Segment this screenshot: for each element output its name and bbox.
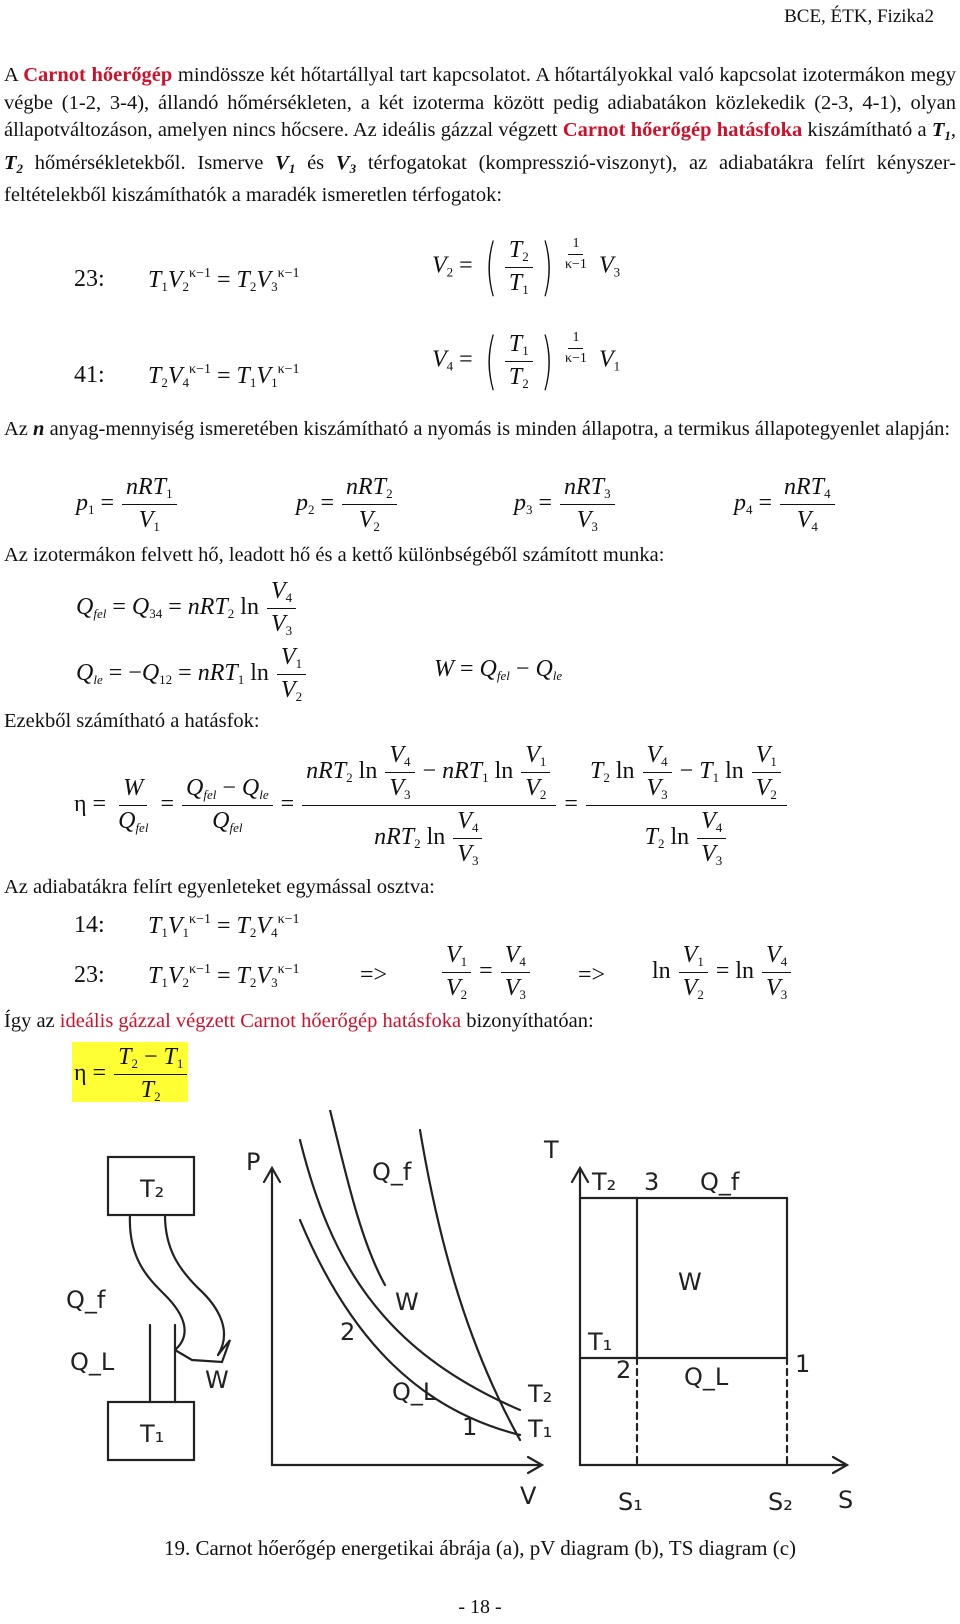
point-1-label-c: 1 [795,1350,811,1378]
adiabat-left [330,1110,385,1285]
equation-volume-ratio: $\frac{V_1}{V_2}$ = $\frac{V_4}{V_3}$ [440,942,532,1003]
work-label-c: W [678,1268,702,1296]
iso-cold-label: T₁ [528,1415,553,1443]
equation-p4: $p_4$ = $\frac{nRT_4}{V_4}$ [734,474,837,535]
conclusion-paragraph: Így az ideális gázzal végzett Carnot hőerőgép hatásfoka bizonyíthatóan: [4,1010,594,1032]
equation-q-in: $Q_{fel} = Q_{34} = nRT_2$ ln $\frac{V_4}{V_3}$ [76,578,298,639]
p-axis-label: P [246,1148,261,1176]
heat-flow-path [130,1215,230,1362]
point-1-label: 1 [462,1413,478,1441]
equation-p2: $p_2$ = $\frac{nRT_2}{V_2}$ [296,474,399,535]
s1-label: S₁ [618,1488,643,1516]
equation-log-ratio: ln $\frac{V_1}{V_2}$ = ln $\frac{V_4}{V_3}$ [652,942,793,1003]
equation-q-out: $Q_{le} = -Q_{12} = nRT_1$ ln $\frac{V_1}{V_2}$ [76,644,308,705]
ts-axes [580,1170,845,1465]
equation-work: $W = Q_{fel} - Q_{le}$ [434,656,563,683]
carnot-engine-term: Carnot hőerőgép [23,64,173,86]
point-2-label: 2 [340,1318,356,1346]
page-number: - 18 - [458,1596,502,1618]
work-label-b: W [395,1288,419,1316]
q-in-label-c: Q_f [700,1168,740,1196]
point-2-label-c: 2 [616,1356,632,1384]
efficiency-paragraph: Ezekből számítható a hatásfok: [4,710,260,732]
q-in-label: Q_f [66,1286,106,1314]
implies-arrow-2: => [578,962,606,988]
equation-41-label: 41: [74,362,105,388]
equation-14-label: 14: [74,912,105,938]
t1-label: T₁ [588,1328,613,1356]
equation-23b-adiabat: $T_1V_2^{\kappa-1} = T_2V_3^{\kappa-1}$ [148,962,300,990]
carnot-figures [0,1110,960,1530]
equation-efficiency-derivation: η = $\frac{W}{Q_{fel}}$ = $\frac{Q_{fel} - Q_{le}}{Q_{fel}}$ = nRT$_2$ ln $\frac{V_4}{V_3}$ − nRT$_1$ ln $\frac{V_1}{V_2}$ nRT$_2$ ln $\frac{V_4}{V_3}$ = $T_2$ ln $\frac{V_4}{V_3}$ − $T_1$ ln $\frac{V_1}{V_2}$ $T_2$ ln $\frac{V_4}{V_3}$ [74,742,789,869]
adiabat-division-paragraph: Az adiabatákra felírt egyenleteket egymással osztva: [4,876,435,898]
intro-paragraph: A Carnot hőerőgép mindössze két hőtartállyal tart kapcsolatot. A hőtartályokkal való kapcsolat izotermákon megy végbe (1-2, 3-4), állandó hőmérsékleten, a két izoterma között pedig adiabatákon közlekedik (2-3, 4-1), olyan állapotváltozáson, amelyen nincs hőcsere. Az ideális gázzal végzett Carnot hőerőgép hatásfoka kiszámítható a $T_1$, $T_2$ hőmérsékletekből. Ismerve $V_1$ és $V_3$ térfogatokat (kompresszió-viszonyt), az adiabatákra felírt kényszer-feltételekből kiszámíthatók a maradék ismeretlen térfogatok: [4,64,957,207]
equation-p1: $p_1$ = $\frac{nRT_1}{V_1}$ [76,474,179,535]
carnot-efficiency-term: Carnot hőerőgép hatásfoka [562,119,803,142]
implies-arrow-1: => [360,962,388,988]
iso-hot-label: T₂ [528,1380,553,1408]
v-axis-label: V [520,1482,537,1510]
point-3-label: 3 [644,1168,660,1196]
s2-label: S₂ [768,1488,793,1516]
s-axis-label: S [838,1486,854,1514]
equation-41-adiabat: $T_2V_4^{\kappa-1} = T_1V_1^{\kappa-1}$ [148,362,300,390]
heat-work-paragraph: Az izotermákon felvett hő, leadott hő és a kettő különbségéből számított munka: [4,544,665,566]
running-header: BCE, ÉTK, Fizika2 [784,6,934,27]
equation-v4: $V_4$ = ( $\frac{T_1}{T_2}$ ) $\frac{1}{\kappa-1}$ $V_1$ [432,324,621,397]
q-in-label-b: Q_f [372,1158,412,1186]
equation-v2: $V_2$ = ( $\frac{T_2}{T_1}$ ) $\frac{1}{\kappa-1}$ $V_3$ [432,230,621,303]
cold-reservoir-label: T₁ [140,1420,165,1448]
energy-diagram-a [66,1157,230,1460]
t2-label: T₂ [592,1168,617,1196]
q-out-label-b: Q_L [392,1378,437,1406]
pv-diagram-b [246,1110,552,1510]
equation-23-adiabat: $T_1V_2^{\kappa-1} = T_2V_3^{\kappa-1}$ [148,266,300,294]
equation-14-adiabat: $T_1V_1^{\kappa-1} = T_2V_4^{\kappa-1}$ [148,912,300,940]
carnot-cycle-rectangle [637,1198,787,1358]
equation-p3: $p_3$ = $\frac{nRT_3}{V_3}$ [514,474,617,535]
pv-axes [272,1170,540,1465]
equation-23b-label: 23: [74,962,105,988]
q-out-label: Q_L [70,1348,115,1376]
equation-carnot-efficiency: η = $\frac{T_2 - T_1}{T_2}$ [74,1044,189,1105]
ts-diagram-c [543,1136,853,1516]
q-out-label-c: Q_L [684,1363,729,1391]
waste-heat-path [150,1325,175,1402]
work-label-a: W [205,1366,229,1394]
equation-23-label: 23: [74,266,105,292]
figure-caption: 19. Carnot hőerőgép energetikai ábrája (a), pV diagram (b), TS diagram (c) [163,1536,797,1560]
state-equation-paragraph: Az n anyag-mennyiség ismeretében kiszámítható a nyomás is minden állapotra, a termikus állapotegyenlet alapján: [4,418,951,440]
hot-reservoir-label: T₂ [140,1175,165,1203]
t-axis-label: T [544,1136,559,1164]
